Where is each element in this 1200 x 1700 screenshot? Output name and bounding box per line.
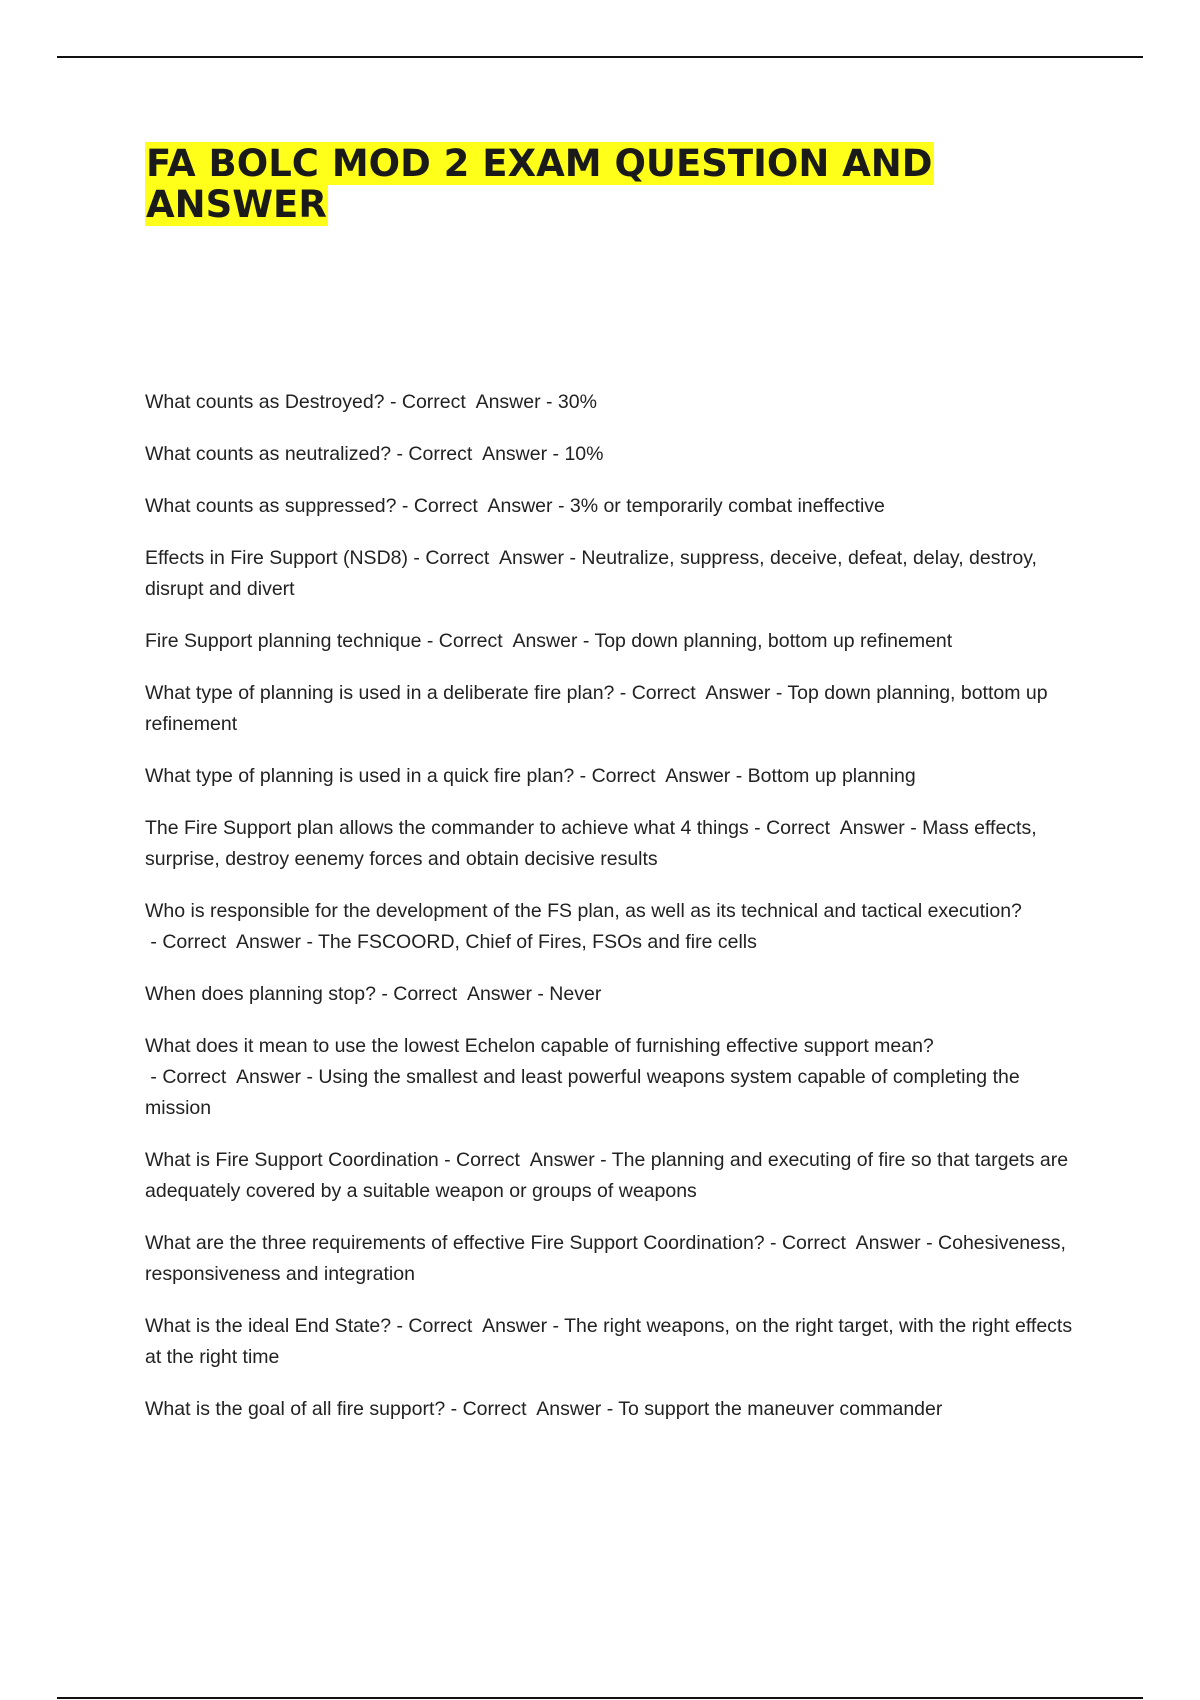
qa-item	[145, 439, 1075, 470]
answer-separator: - Correct Answer -	[384, 391, 558, 413]
answer-separator: - Correct Answer -	[421, 630, 595, 652]
qa-item	[145, 387, 1075, 418]
answer-text: To support the maneuver commander	[618, 1398, 943, 1420]
answer-text: Bottom up planning	[747, 765, 916, 787]
answer-separator: - Correct Answer -	[391, 1315, 565, 1337]
answer-text: 10%	[564, 443, 604, 465]
question-text: What is the goal of all fire support?	[145, 1398, 446, 1420]
document-title	[145, 143, 1045, 225]
qa-item	[145, 678, 1075, 740]
answer-separator: - Correct Answer -	[438, 1149, 612, 1171]
qa-item	[145, 813, 1075, 875]
question-text: What type of planning is used in a deliberate fire plan?	[145, 682, 615, 704]
answer-text: The planning and executing of fire so that targets are adequately covered by a suitable weapon or groups of weapons	[145, 1149, 1069, 1202]
question-text: What counts as suppressed?	[145, 495, 397, 517]
answer-text: Neutralize, suppress, deceive, defeat, delay, destroy, disrupt and divert	[145, 547, 1037, 600]
qa-item	[145, 491, 1075, 522]
answer-separator: - Correct Answer -	[145, 1066, 319, 1088]
answer-separator: - Correct Answer -	[407, 547, 582, 569]
answer-text: Never	[549, 983, 602, 1005]
footer-rule	[57, 1697, 1143, 1699]
answer-text: The right weapons, on the right target, with the right effects at the right time	[145, 1315, 1073, 1368]
qa-item	[145, 1311, 1075, 1373]
answer-text: The FSCOORD, Chief of Fires, FSOs and fire cells	[318, 931, 757, 953]
question-text: What counts as neutralized?	[145, 443, 392, 465]
qa-item	[145, 626, 1075, 657]
answer-separator: - Correct Answer -	[614, 682, 788, 704]
answer-separator: - Correct Answer -	[396, 495, 570, 517]
answer-text: Cohesiveness, responsiveness and integration	[145, 1232, 1066, 1285]
qa-item	[145, 543, 1075, 605]
qa-item	[145, 761, 1075, 792]
answer-text: Top down planning, bottom up refinement	[145, 682, 1048, 735]
qa-item	[145, 1031, 1075, 1124]
qa-list	[145, 387, 1075, 1446]
question-text: What does it mean to use the lowest Echelon capable of furnishing effective support mean?	[145, 1035, 934, 1057]
question-text: What type of planning is used in a quick fire plan?	[145, 765, 575, 787]
question-text: When does planning stop?	[145, 983, 376, 1005]
qa-item	[145, 1145, 1075, 1207]
question-text: What is Fire Support Coordination	[145, 1149, 439, 1171]
qa-item	[145, 979, 1075, 1010]
question-text: What is the ideal End State?	[145, 1315, 392, 1337]
answer-separator: - Correct Answer -	[445, 1398, 619, 1420]
answer-separator: - Correct Answer -	[764, 1232, 939, 1254]
qa-item	[145, 1394, 1075, 1425]
question-text: The Fire Support plan allows the commander to achieve what 4 things	[145, 817, 749, 839]
question-text: Effects in Fire Support (NSD8)	[145, 547, 408, 569]
qa-item	[145, 896, 1075, 958]
question-text: Who is responsible for the development of the FS plan, as well as its technical and tactical execution?	[145, 900, 1022, 922]
answer-separator: - Correct Answer -	[375, 983, 550, 1005]
answer-separator: - Correct Answer -	[574, 765, 748, 787]
question-text: What counts as Destroyed?	[145, 391, 385, 413]
answer-text: Using the smallest and least powerful weapons system capable of completing the mission	[145, 1066, 1020, 1119]
answer-separator: - Correct Answer -	[391, 443, 565, 465]
answer-separator: - Correct Answer -	[145, 931, 319, 953]
question-text: What are the three requirements of effective Fire Support Coordination?	[145, 1232, 765, 1254]
title-highlight: FA BOLC MOD 2 EXAM QUESTION AND ANSWER	[146, 142, 933, 226]
answer-separator: - Correct Answer -	[748, 817, 923, 839]
answer-text: 30%	[557, 391, 597, 413]
answer-text: Mass effects, surprise, destroy eenemy forces and obtain decisive results	[145, 817, 1037, 870]
answer-text: Top down planning, bottom up refinement	[594, 630, 953, 652]
question-text: Fire Support planning technique	[145, 630, 422, 652]
header-rule	[57, 56, 1143, 58]
qa-item	[145, 1228, 1075, 1290]
answer-text: 3% or temporarily combat ineffective	[569, 495, 885, 517]
